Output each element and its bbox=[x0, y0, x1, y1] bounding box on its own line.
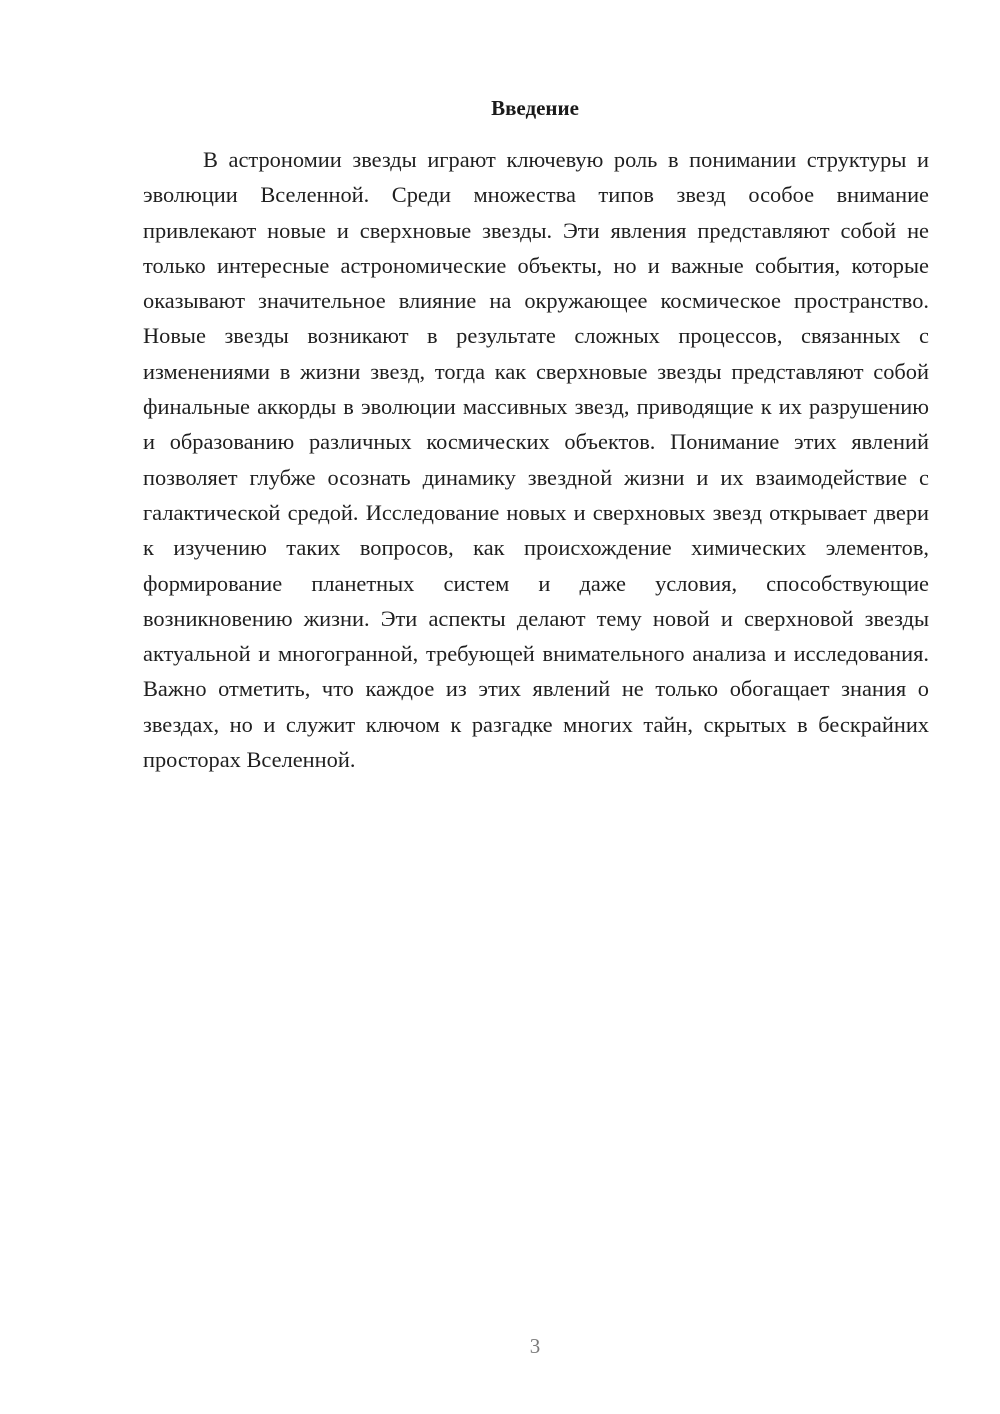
page-number: 3 bbox=[529, 1334, 541, 1358]
section-heading: Введение bbox=[491, 96, 579, 120]
intro-paragraph: В астрономии звезды играют ключевую роль в понимании структуры и эволюции Вселенной. Среди множества типов звезд особое внимание привлекают новые и сверхновые звезды. Эти явления представляют собой не только интересные астрономические объекты, но и важные события, которые оказывают значительное влияние на окружающее космическое пространство. Новые звезды возникают в результате сложных процессов, связанных с изменениями в жизни звезд, тогда как сверхновые звезды представляют собой финальные аккорды в эволюции массивных звезд, приводящие к их разрушению и образованию различных космических объектов. Понимание этих явлений позволяет глубже осознать динамику звездной жизни и их взаимодействие с галактической средой. Исследование новых и сверхновых звезд открывает двери к изучению таких вопросов, как происхождение химических элементов, формирование планетных систем и даже условия, способствующие возникновению жизни. Эти аспекты делают тему новой и сверхновой звезды актуальной и многогранной, требующей внимательного анализа и исследования. Важно отметить, что каждое из этих явлений не только обогащает знания о звездах, но и служит ключом к разгадке многих тайн, скрытых в бескрайних просторах Вселенной. bbox=[143, 147, 929, 773]
